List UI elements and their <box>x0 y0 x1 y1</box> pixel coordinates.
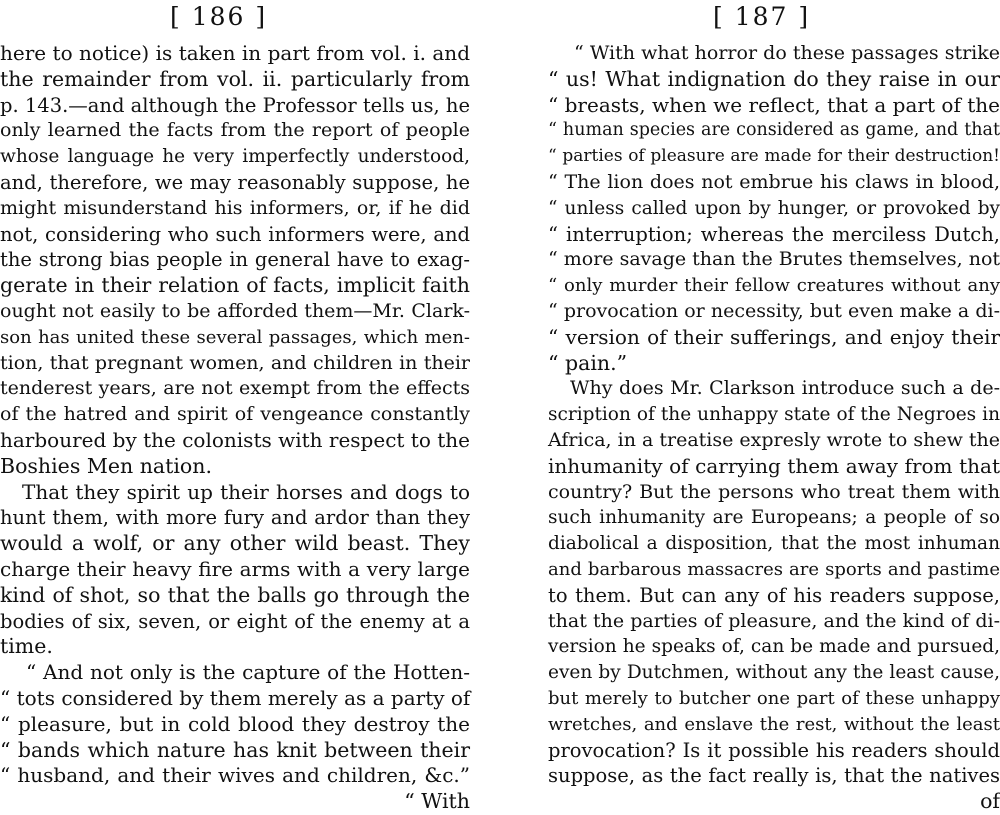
text-line: “ The lion does not embrue his claws in blood, <box>548 170 1000 193</box>
text-line: suppose, as the fact really is, that the natives <box>548 764 1000 788</box>
right-page <box>548 0 1000 814</box>
text-line: “ parties of pleasure are made for their destruction! <box>548 146 1000 167</box>
text-line: such inhumanity are Europeans; a people of so <box>548 507 1000 529</box>
text-line: “ With what horror do these passages strike <box>574 42 1000 64</box>
text-line: “ husband, and their wives and children, &c.” <box>0 763 470 788</box>
page-number-left: [ 186 ] <box>170 2 268 31</box>
text-line: “ version of their sufferings, and enjoy their <box>548 324 1000 349</box>
text-line: “ us! What indignation do they raise in our <box>548 66 1000 91</box>
text-line: Africa, in a treatise expresly wrote to shew the <box>548 428 1000 451</box>
text-line: would a wolf, or any other wild beast. They <box>0 531 470 556</box>
page-number-right: [ 187 ] <box>713 2 811 31</box>
text-line: whose language he very imperfectly understood, <box>0 146 470 168</box>
text-line: time. <box>0 634 53 659</box>
text-line: Why does Mr. Clarkson introduce such a de- <box>570 377 1000 400</box>
text-line: “ breasts, when we reflect, that a part of the <box>548 92 1000 117</box>
text-line: the strong bias people in general have to exag- <box>0 248 470 272</box>
text-line: and barbarous massacres are sports and pastime <box>548 558 1000 580</box>
text-line: even by Dutchmen, without any the least cause, <box>548 662 1000 684</box>
text-line: not, considering who such informers were, and <box>0 222 470 246</box>
text-line: tenderest years, are not exempt from the effects <box>0 377 470 400</box>
text-line: here to notice) is taken in part from vol. i. and <box>0 41 470 65</box>
text-line: harboured by the colonists with respect to the <box>0 427 470 452</box>
text-line: hunt them, with more fury and ardor than they <box>0 506 470 530</box>
text-line: “ provocation or necessity, but even make a di- <box>548 299 1000 322</box>
text-line: “ pleasure, but in cold blood they destroy the <box>0 711 470 736</box>
text-line: “ only murder their fellow creatures without any <box>548 275 1000 297</box>
text-line: That they spirit up their horses and dogs to <box>22 479 470 504</box>
text-line: gerate in their relation of facts, implicit faith <box>0 273 470 298</box>
text-line: wretches, and enslave the rest, without the least <box>548 713 1000 735</box>
text-line: charge their heavy fire arms with a very large <box>0 556 470 581</box>
left-page <box>0 0 471 814</box>
text-line: the remainder from vol. ii. particularly from <box>0 66 470 91</box>
text-line: and, therefore, we may reasonably suppose, he <box>0 170 470 194</box>
text-line: “ tots considered by them merely as a party of <box>0 685 471 710</box>
text-line: might misunderstand his informers, or, if he did <box>0 196 470 219</box>
text-line: “ And not only is the capture of the Hotten- <box>26 660 470 685</box>
catchword: “ With <box>404 789 470 814</box>
text-line: “ bands which nature has knit between their <box>0 737 470 762</box>
text-line: kind of shot, so that the balls go through the <box>0 582 470 607</box>
text-line: version he speaks of, can be made and pursued, <box>548 636 1000 658</box>
text-line: Boshies Men nation. <box>0 453 212 478</box>
text-line: of the hatred and spirit of vengeance constantly <box>0 403 470 426</box>
text-line: bodies of six, seven, or eight of the enemy at a <box>0 609 470 633</box>
text-line: diabolical a disposition, that the most inhuman <box>548 533 1000 555</box>
text-line: inhumanity of carrying them away from that <box>548 453 1000 478</box>
text-line: son has united these several passages, which men- <box>0 326 470 348</box>
text-line: “ more savage than the Brutes themselves, not <box>548 248 1000 271</box>
text-line: scription of the unhappy state of the Negroes in <box>548 404 1000 426</box>
right-page-text <box>548 41 1000 815</box>
text-line: that the parties of pleasure, and the kind of di- <box>548 609 1000 632</box>
text-line: “ unless called upon by hunger, or provoked by <box>548 197 1000 219</box>
left-page-text <box>0 41 470 815</box>
text-line: but merely to butcher one part of these unhappy <box>548 687 1000 709</box>
text-line: country? But the persons who treat them with <box>548 480 1000 503</box>
text-line: p. 143.—and although the Professor tells us, he <box>0 93 470 117</box>
text-line: tion, that pregnant women, and children in their <box>0 351 470 374</box>
text-line: only learned the facts from the report of people <box>0 119 470 142</box>
text-line: to them. But can any of his readers suppose, <box>548 583 1000 607</box>
text-line: “ pain.” <box>548 350 628 375</box>
text-line: ought not easily to be afforded them—Mr. Clark- <box>0 299 470 322</box>
text-line: “ interruption; whereas the merciless Dutch, <box>548 222 1000 246</box>
catchword: of <box>980 789 1000 814</box>
text-line: provocation? Is it possible his readers should <box>548 738 1000 762</box>
text-line: “ human species are considered as game, and that <box>548 120 1000 141</box>
